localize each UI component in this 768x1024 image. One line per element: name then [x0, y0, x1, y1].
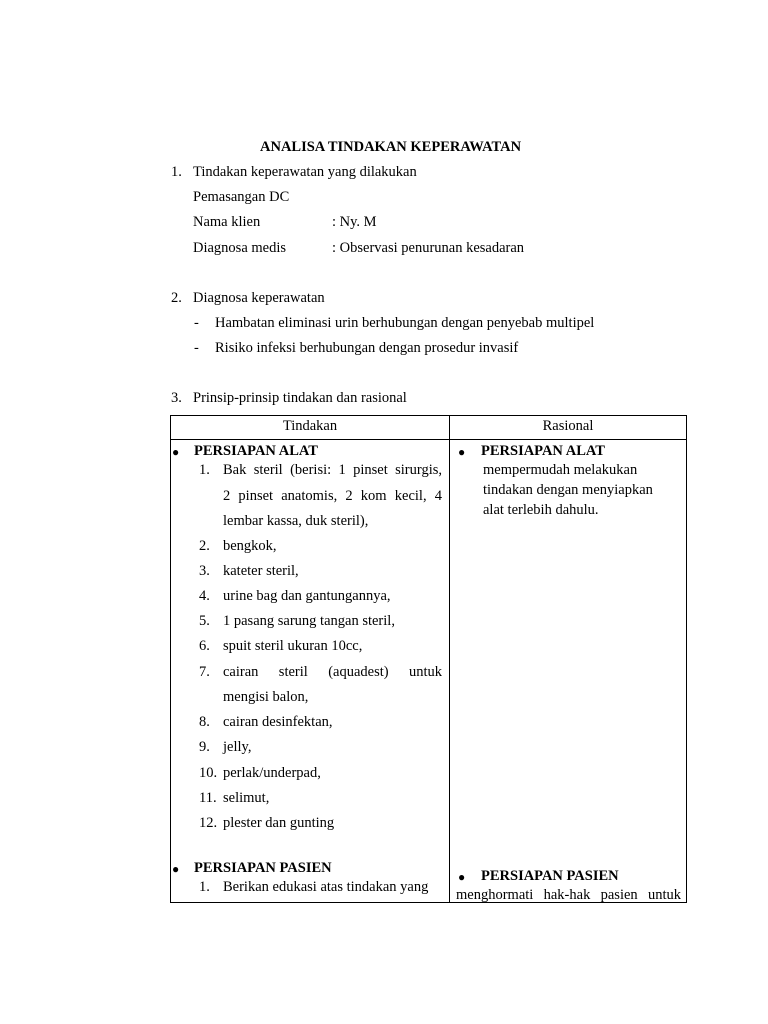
table-header-tindakan: Tindakan [282, 418, 338, 434]
field-label-nama-klien: Nama klien [193, 214, 261, 230]
diagnosis-dash: - [194, 315, 199, 331]
field-label-diagnosa-medis: Diagnosa medis [193, 240, 287, 256]
left-pasien-heading: PERSIAPAN PASIEN [194, 860, 332, 876]
list-item-line: bengkok, [223, 538, 277, 554]
list-item-line: 2 pinset anatomis, 2 kom kecil, 4 [223, 488, 442, 504]
right-pasien-heading: PERSIAPAN PASIEN [481, 868, 619, 884]
list-number: 9. [199, 739, 210, 755]
list-item-line: plester dan gunting [223, 815, 335, 831]
list-item-line: 1 pasang sarung tangan steril, [223, 613, 395, 629]
bullet-icon: ● [172, 445, 180, 459]
diagnosis-item: Risiko infeksi berhubungan dengan prosedur invasif [215, 340, 519, 356]
list-number: 2. [199, 538, 210, 554]
rationale-line: alat terlebih dahulu. [483, 502, 599, 518]
principles-table [170, 415, 687, 903]
list-item-line: urine bag dan gantungannya, [223, 588, 391, 604]
diagnosis-dash: - [194, 340, 199, 356]
section1-heading: Tindakan keperawatan yang dilakukan [193, 164, 417, 180]
list-number: 1. [199, 879, 210, 895]
list-item-line: perlak/underpad, [223, 765, 321, 781]
list-item-line: kateter steril, [223, 563, 299, 579]
list-item-line: cairan desinfektan, [223, 714, 333, 730]
document-title: ANALISA TINDAKAN KEPERAWATAN [260, 139, 522, 155]
list-item-line: lembar kassa, duk steril), [223, 513, 369, 529]
rationale-line: tindakan dengan menyiapkan [483, 482, 653, 498]
bullet-icon: ● [458, 445, 466, 459]
list-number: 8. [199, 714, 210, 730]
section3-heading: Prinsip-prinsip tindakan dan rasional [193, 390, 407, 406]
list-number: 11. [199, 790, 217, 806]
list-item-line: spuit steril ukuran 10cc, [223, 638, 363, 654]
diagnosis-item: Hambatan eliminasi urin berhubungan dengan penyebab multipel [215, 315, 595, 331]
field-value-diagnosa-medis: : Observasi penurunan kesadaran [332, 240, 525, 256]
section1-number: 1. [171, 164, 182, 180]
list-number: 12. [199, 815, 218, 831]
rationale-line: menghormati hak-hak pasien untuk [456, 887, 681, 903]
rationale-line: mempermudah melakukan [483, 462, 638, 478]
list-item-line: selimut, [223, 790, 270, 806]
section3-number: 3. [171, 390, 182, 406]
list-number: 4. [199, 588, 210, 604]
list-item-line: Bak steril (berisi: 1 pinset sirurgis, [223, 462, 442, 478]
list-item-line: jelly, [223, 739, 252, 755]
list-number: 3. [199, 563, 210, 579]
list-number: 10. [199, 765, 218, 781]
section2-number: 2. [171, 290, 182, 306]
left-alat-heading: PERSIAPAN ALAT [194, 443, 318, 459]
action-name: Pemasangan DC [193, 189, 290, 205]
field-value-nama-klien: : Ny. M [332, 214, 377, 230]
list-number: 5. [199, 613, 210, 629]
list-number: 1. [199, 462, 210, 478]
table-column-divider [449, 416, 450, 902]
list-number: 7. [199, 664, 210, 680]
list-item-line: Berikan edukasi atas tindakan yang [223, 879, 429, 895]
table-header-divider [171, 439, 686, 440]
list-item-line: cairan steril (aquadest) untuk [223, 664, 442, 680]
section2-heading: Diagnosa keperawatan [193, 290, 325, 306]
list-number: 6. [199, 638, 210, 654]
list-item-line: mengisi balon, [223, 689, 309, 705]
bullet-icon: ● [172, 862, 180, 876]
bullet-icon: ● [458, 870, 466, 884]
right-alat-heading: PERSIAPAN ALAT [481, 443, 605, 459]
table-header-rasional: Rasional [542, 418, 594, 434]
